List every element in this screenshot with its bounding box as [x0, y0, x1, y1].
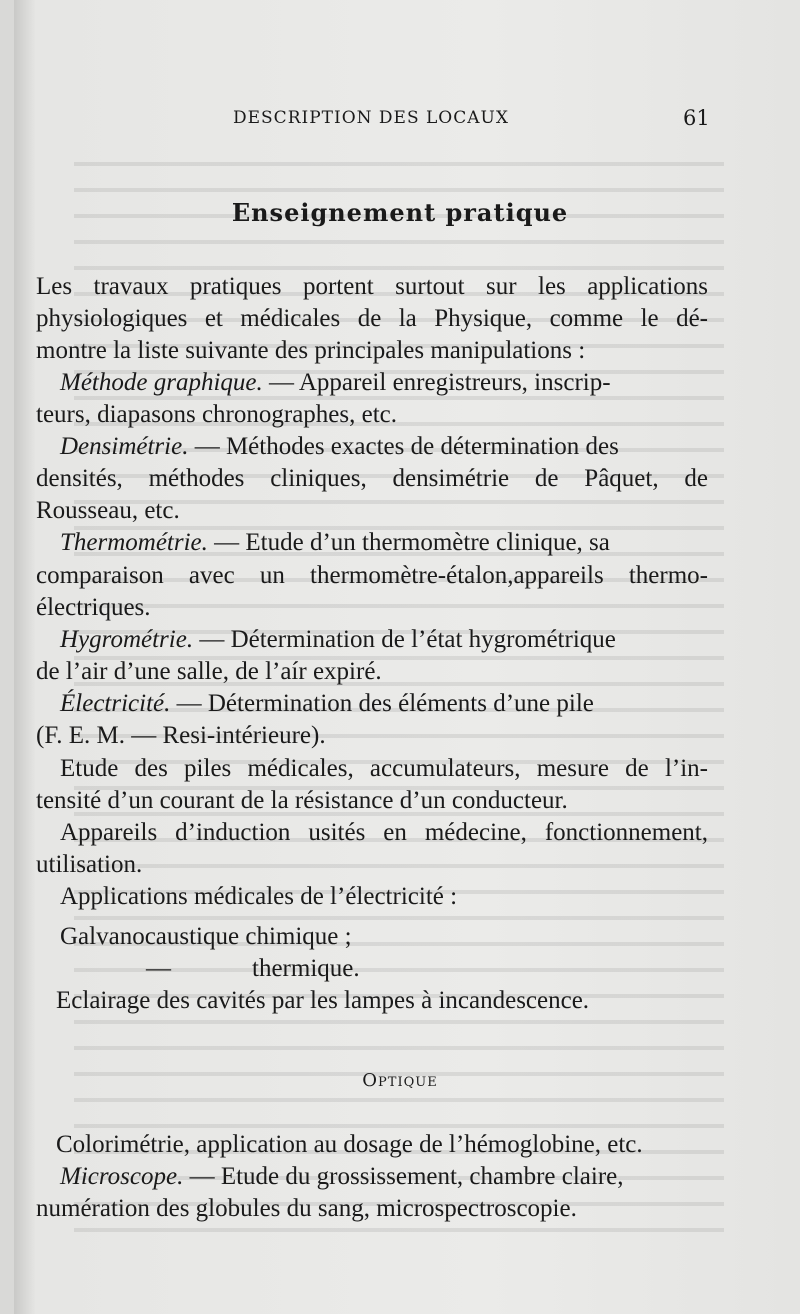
term-hygrometrie: Hygrométrie. — [60, 626, 194, 653]
section-heading: Enseignement pratique — [231, 198, 569, 227]
text-hygrometrie: — Détermination de l’état hygrométrique — [193, 626, 616, 653]
term-densimetrie: Densimétrie. — [60, 433, 189, 460]
optique-heading: Optique — [362, 1070, 438, 1091]
galvanocaustique-line: Galvanocaustique chimique ; — [60, 923, 352, 950]
intro-line-3: montre la liste suivante des principales manipulations : — [36, 337, 586, 364]
densimetrie-continuation-1: densités, méthodes cliniques, densimétrie de Pâquet, de — [36, 465, 708, 492]
thermique-line: thermique. — [252, 955, 360, 982]
microscope-continuation: numération des globules du sang, microspectroscopie. — [36, 1195, 577, 1222]
term-thermometrie: Thermométrie. — [60, 529, 208, 556]
text-microscope: — Etude du grossissement, chambre claire, — [183, 1163, 624, 1190]
piles-line-1: Etude des piles médicales, accumulateurs, mesure de l’in- — [60, 755, 708, 782]
entry-methode-graphique — [60, 368, 611, 398]
piles-line-2: tensité d’un courant de la résistance d’un conducteur. — [36, 787, 568, 814]
hygrometrie-continuation: de l’air d’une salle, de l’aír expiré. — [36, 658, 382, 685]
induction-line-1: Appareils d’induction usités en médecine, fonctionnement, — [60, 819, 708, 846]
page-number: 61 — [683, 106, 710, 130]
densimetrie-continuation-2: Rousseau, etc. — [36, 497, 180, 524]
entry-thermometrie — [60, 528, 610, 558]
entry-microscope — [60, 1162, 624, 1192]
text-methode-graphique: — Appareil enregistreurs, inscrip- — [262, 369, 611, 396]
thermique-dash: — — [146, 955, 171, 982]
colorimetrie-line: Colorimétrie, application au dosage de l’hémoglobine, etc. — [56, 1131, 643, 1158]
text-densimetrie: — Méthodes exactes de détermination des — [188, 433, 619, 460]
thermometrie-continuation-1: comparaison avec un thermomètre-étalon,appareils thermo- — [36, 562, 708, 589]
intro-line-2: physiologiques et médicales de la Physique, comme le dé- — [36, 305, 708, 332]
term-methode-graphique: Méthode graphique. — [60, 369, 263, 396]
methode-continuation: teurs, diapasons chronographes, etc. — [36, 401, 397, 428]
running-header: DESCRIPTION DES LOCAUX — [233, 108, 509, 128]
entry-densimetrie — [60, 432, 619, 462]
thermometrie-continuation-2: électriques. — [36, 594, 151, 621]
text-electricite: — Détermination des éléments d’une pile — [170, 690, 594, 717]
applications-line: Applications médicales de l’électricité : — [60, 883, 458, 910]
entry-electricite — [60, 689, 594, 719]
text-thermometrie: — Etude d’un thermomètre clinique, sa — [207, 529, 610, 556]
eclairage-line: Eclairage des cavités par les lampes à incandescence. — [56, 987, 590, 1014]
term-electricite: Électricité. — [60, 690, 171, 717]
intro-line-1: Les travaux pratiques portent surtout sur les applications — [36, 273, 708, 300]
term-microscope: Microscope. — [60, 1163, 184, 1190]
induction-line-2: utilisation. — [36, 851, 143, 878]
electricite-continuation: (F. E. M. — Resi-intérieure). — [36, 722, 326, 749]
entry-hygrometrie — [60, 625, 616, 655]
